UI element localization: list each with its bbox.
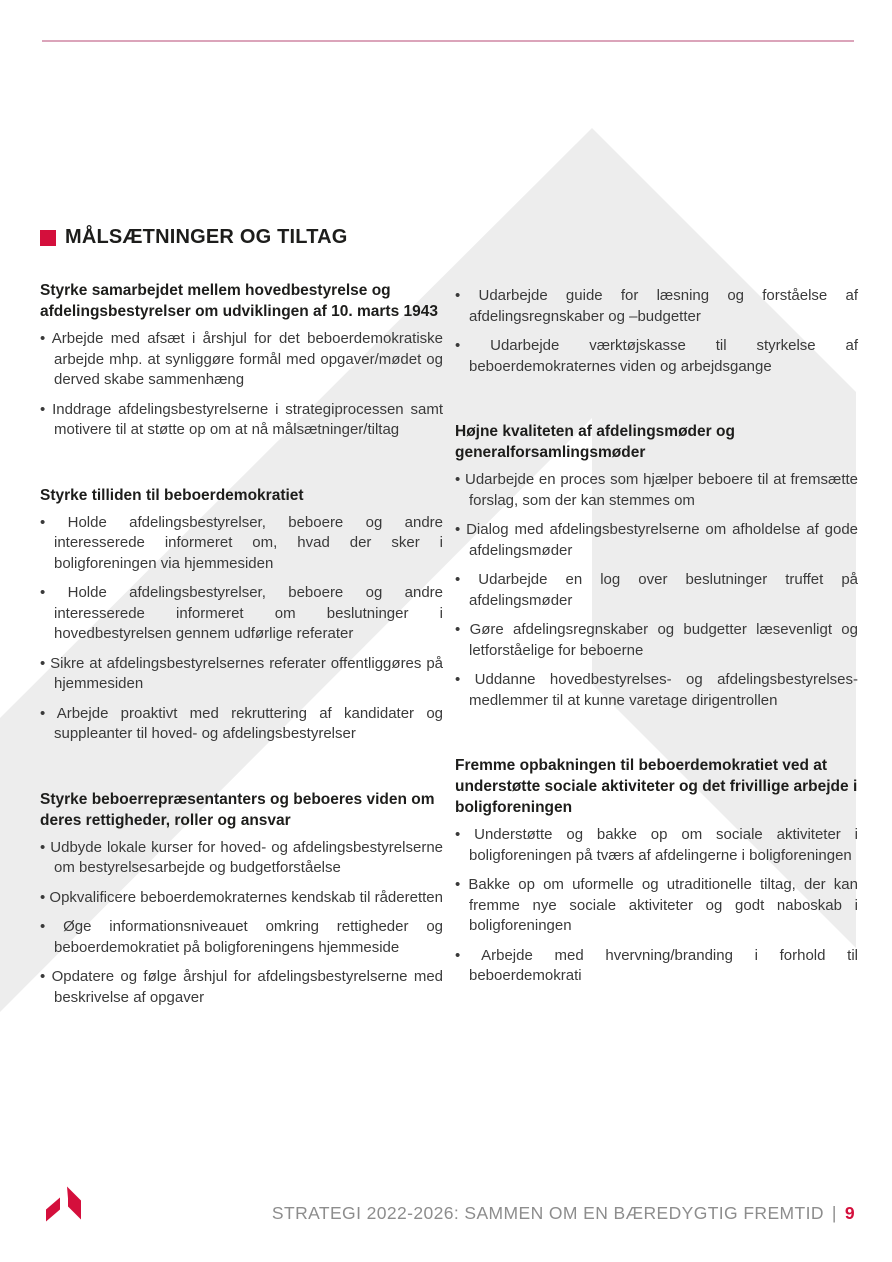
logo-right-stroke — [67, 1187, 81, 1220]
bullet-marker-icon: • — [455, 521, 467, 538]
bullet-text: Øge informationsniveauet omkring rettigheder og beboerdemokratiet på boligforeningens hjemmeside — [54, 918, 444, 956]
bullet-marker-icon: • — [455, 826, 475, 843]
bullet-marker-icon: • — [40, 704, 57, 722]
bullet-item — [455, 570, 858, 611]
bullet-marker-icon: • — [40, 918, 64, 935]
footer-strategy-text: STRATEGI 2022-2026: SAMMEN OM EN BÆREDYGTIG FREMTID — [271, 1203, 824, 1223]
bullet-item — [455, 670, 858, 711]
bullet-marker-icon: • — [455, 571, 479, 588]
content-columns — [40, 280, 858, 1008]
bullet-text: Arbejde med afsæt i årshjul for det beboerdemokratiske arbejde mhp. at synliggøre formål med opgaver/mødet og derved skabe sammenhæng — [51, 330, 444, 388]
bullet-text: Uddanne hovedbestyrelses- og afdelingsbestyrelsesmedlemmer til at kunne varetage dirigentrollen — [469, 671, 858, 709]
section — [455, 755, 858, 987]
bullet-text: Bakke op om uformelle og utraditionelle tiltag, der kan fremme nye sociale aktiviteter og godt naboskab i boligforeningen — [468, 876, 858, 934]
bullet-item — [455, 286, 858, 327]
bullet-text: Inddrage afdelingsbestyrelserne i strategiprocessen samt motivere til at støtte op om at nå målsætninger/tiltag — [52, 400, 443, 438]
page-title — [40, 226, 348, 249]
bullet-text: Udarbejde en log over beslutninger truffet på afdelingsmøder — [469, 571, 858, 609]
bullet-item — [40, 329, 443, 391]
bullet-marker-icon: • — [40, 330, 52, 347]
bullet-text: Gøre afdelingsregnskaber og budgetter læsevenligt og letforståelige for beboerne — [469, 621, 858, 659]
bullet-text: Understøtte og bakke op om sociale aktiviteter i boligforeningen på tværs af afdelingerne i boligforeningen — [469, 826, 859, 864]
bullet-text: Arbejde med hvervning/branding i forhold til beboerdemokrati — [469, 946, 858, 984]
bullet-item — [40, 888, 443, 909]
bullet-item — [40, 583, 443, 645]
bullet-marker-icon: • — [455, 621, 470, 638]
bullet-text: Udarbejde værktøjskasse til styrkelse af beboerdemokraternes viden og arbejdsgange — [469, 337, 858, 375]
bullet-marker-icon: • — [40, 584, 68, 601]
housing-association-logo-icon — [46, 1186, 82, 1223]
bullet-marker-icon: • — [40, 654, 51, 672]
bullet-item — [40, 917, 443, 958]
bullet-text: Udarbejde guide for læsning og forståelse af afdelingsregnskaber og –budgetter — [469, 287, 858, 325]
bullet-item — [455, 470, 858, 511]
bullet-marker-icon: • — [455, 946, 482, 964]
bullet-text: Holde afdelingsbestyrelser, beboere og andre interesserede informeret om, hvad der sker i boligforeningen via hjemmesiden — [54, 513, 444, 572]
bullet-item — [455, 520, 858, 561]
bullet-marker-icon: • — [455, 287, 479, 304]
bullet-item — [40, 513, 443, 575]
section — [40, 280, 443, 441]
bullet-marker-icon: • — [40, 888, 50, 906]
bullet-text: Arbejde proaktivt med rekruttering af kandidater og suppleanter til hoved- og afdelingsbestyrelser — [54, 704, 444, 742]
bullet-item — [40, 967, 443, 1008]
bullet-text: Udbyde lokale kurser for hoved- og afdelingsbestyrelserne om bestyrelsesarbejde og budgetforståelse — [50, 838, 444, 876]
section-heading: Højne kvaliteten af afdelingsmøder og generalforsamlingsmøder — [455, 423, 735, 461]
section — [40, 789, 443, 1009]
bullet-text: Opkvalificere beboerdemokraternes kendskab til råderetten — [49, 888, 443, 906]
bullet-item — [40, 838, 443, 879]
footer — [272, 1203, 855, 1224]
top-rule — [42, 40, 854, 42]
bullet-marker-icon: • — [40, 968, 52, 985]
bullet-text: Sikre at afdelingsbestyrelsernes referater offentliggøres på hjemmesiden — [50, 654, 444, 692]
bullet-text: Holde afdelingsbestyrelser, beboere og andre interesserede informeret om beslutninger i hovedbestyrelsen gennem udførlige referater — [54, 584, 444, 642]
bullet-text: Dialog med afdelingsbestyrelserne om afholdelse af gode afdelingsmøder — [466, 521, 858, 559]
bullet-item — [455, 946, 858, 987]
logo-left-stroke — [46, 1198, 60, 1222]
red-square-marker-icon — [40, 230, 56, 246]
bullet-item — [40, 654, 443, 695]
bullet-item — [40, 400, 443, 441]
bullet-marker-icon: • — [455, 337, 491, 354]
section — [455, 286, 858, 377]
section-heading: Fremme opbakningen til beboerdemokratiet ved at understøtte sociale aktiviteter og det frivillige arbejde i boligforeningen — [455, 757, 858, 816]
bullet-item — [40, 704, 443, 745]
footer-separator: | — [831, 1203, 837, 1223]
bullet-item — [455, 825, 858, 866]
bullet-marker-icon: • — [40, 513, 68, 531]
bullet-marker-icon: • — [455, 876, 469, 893]
right-column — [455, 280, 858, 1008]
bullet-marker-icon: • — [40, 400, 53, 418]
section-heading: Styrke samarbejdet mellem hovedbestyrelse og afdelingsbestyrelser om udviklingen af 10. marts 1943 — [40, 282, 438, 320]
section-heading: Styrke tilliden til beboerdemokratiet — [40, 486, 304, 504]
bullet-item — [455, 875, 858, 937]
bullet-marker-icon: • — [455, 671, 475, 688]
footer-page-number: 9 — [844, 1203, 855, 1223]
bullet-marker-icon: • — [40, 838, 51, 856]
bullet-marker-icon: • — [455, 471, 465, 488]
section — [455, 421, 858, 711]
section — [40, 485, 443, 745]
bullet-text: Udarbejde en proces som hjælper beboere til at fremsætte forslag, som der kan stemmes om — [464, 471, 858, 509]
section-heading: Styrke beboerrepræsentanters og beboeres viden om deres rettigheder, roller og ansvar — [40, 790, 435, 829]
bullet-text: Opdatere og følge årshjul for afdelingsbestyrelserne med beskrivelse af opgaver — [51, 968, 443, 1006]
bullet-item — [455, 620, 858, 661]
bullet-item — [455, 336, 858, 377]
page-title-text: MÅLSÆTNINGER OG TILTAG — [65, 226, 348, 248]
left-column — [40, 280, 443, 1008]
